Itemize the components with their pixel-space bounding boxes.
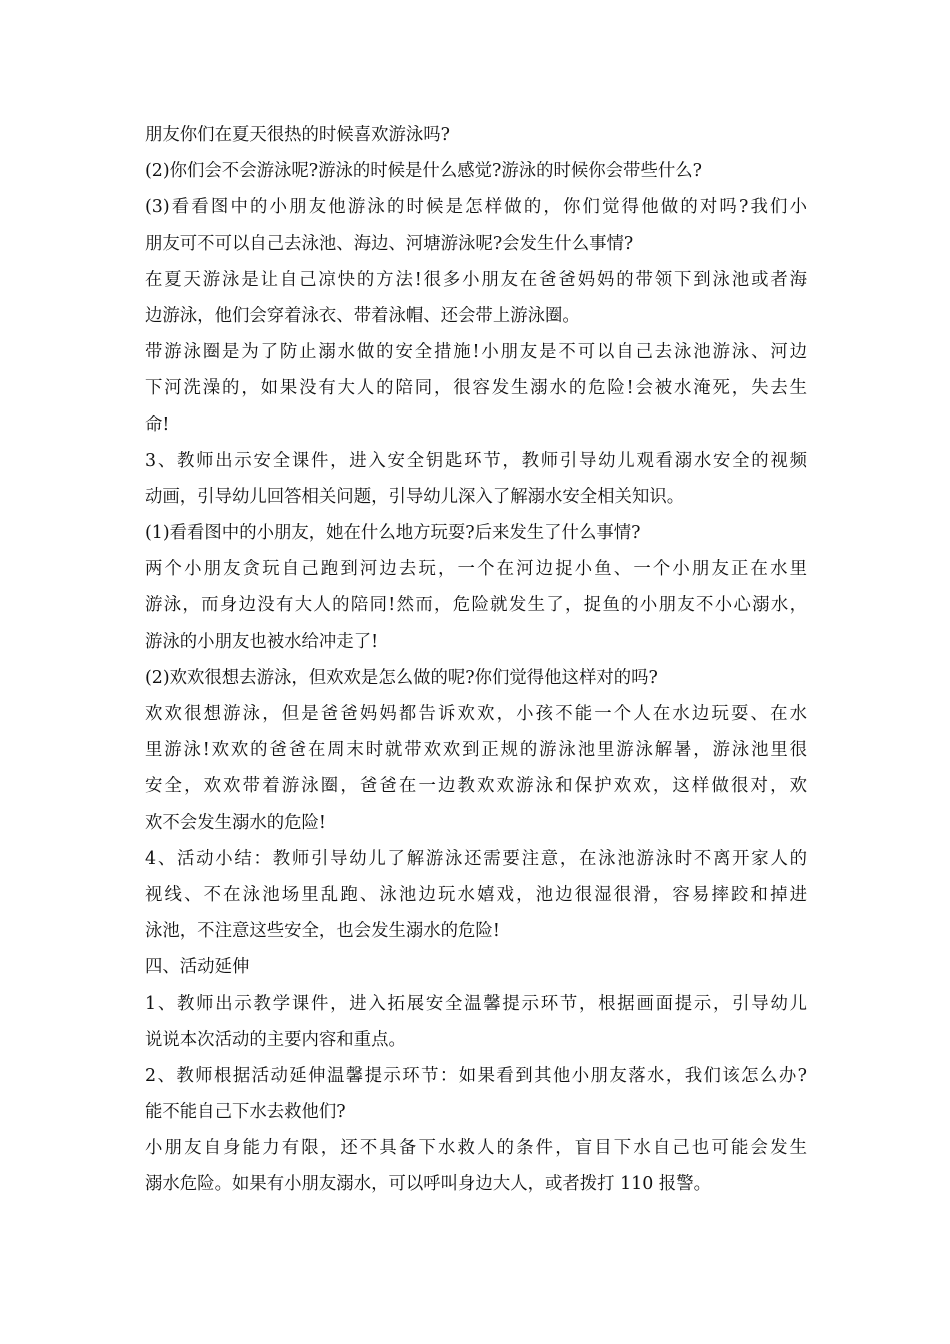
- text-line: (1)看看图中的小朋友，她在什么地方玩耍?后来发生了什么事情?: [145, 523, 641, 544]
- text-line: (2)你们会不会游泳呢?游泳的时候是什么感觉?游泳的时候你会带些什么?: [145, 161, 702, 182]
- text-line: 能不能自己下水去救他们?: [145, 1102, 346, 1123]
- text-line: 说说本次活动的主要内容和重点。: [145, 1029, 406, 1050]
- text-line: 安全，欢欢带着游泳圈，爸爸在一边教欢欢游泳和保护欢欢，这样做很对，欢: [145, 776, 807, 797]
- text-line: 在夏天游泳是让自己凉快的方法!很多小朋友在爸爸妈妈的带领下到泳池或者海: [145, 269, 807, 290]
- text-line: 欢欢很想游泳，但是爸爸妈妈都告诉欢欢，小孩不能一个人在水边玩耍、在水: [145, 704, 807, 724]
- text-line: 动画，引导幼儿回答相关问题，引导幼儿深入了解溺水安全相关知识。: [145, 486, 685, 507]
- text-line: 1、教师出示教学课件，进入拓展安全温馨提示环节，根据画面提示，引导幼儿: [145, 993, 807, 1014]
- text-line: 视线、不在泳池场里乱跑、泳池边玩水嬉戏，池边很湿很滑，容易摔跤和掉进: [145, 884, 807, 905]
- text-line: 游泳，而身边没有大人的陪同!然而，危险就发生了，捉鱼的小朋友不小心溺水，: [145, 595, 807, 616]
- text-line: (3)看看图中的小朋友他游泳的时候是怎样做的，你们觉得他做的对吗?我们小: [145, 197, 807, 218]
- text-line: 两个小朋友贪玩自己跑到河边去玩，一个在河边捉小鱼、一个小朋友正在水里: [145, 559, 807, 580]
- text-line: 朋友你们在夏天很热的时候喜欢游泳吗?: [145, 125, 450, 145]
- text-line: 欢不会发生溺水的危险!: [145, 812, 326, 833]
- text-line: (2)欢欢很想去游泳，但欢欢是怎么做的呢?你们觉得他这样对的吗?: [145, 667, 658, 688]
- document-body: [145, 117, 807, 1203]
- text-line: 命!: [145, 414, 170, 435]
- text-line: 里游泳!欢欢的爸爸在周末时就带欢欢到正规的游泳池里游泳解暑，游泳池里很: [145, 740, 807, 761]
- text-line: 边游泳，他们会穿着泳衣、带着泳帽、还会带上游泳圈。: [145, 305, 580, 326]
- text-line: 4、活动小结：教师引导幼儿了解游泳还需要注意，在泳池游泳时不离开家人的: [145, 848, 807, 869]
- section-heading: 四、活动延伸: [145, 957, 250, 978]
- text-line: 溺水危险。如果有小朋友溺水，可以呼叫身边大人，或者拨打 110 报警。: [145, 1174, 711, 1195]
- text-line: 小朋友自身能力有限，还不具备下水救人的条件，盲目下水自己也可能会发生: [145, 1138, 807, 1159]
- text-line: 游泳的小朋友也被水给冲走了!: [145, 631, 379, 652]
- text-line: 带游泳圈是为了防止溺水做的安全措施!小朋友是不可以自己去泳池游泳、河边: [145, 342, 807, 363]
- text-line: 朋友可不可以自己去泳池、海边、河塘游泳呢?会发生什么事情?: [145, 233, 634, 254]
- text-line: 泳池，不注意这些安全，也会发生溺水的危险!: [145, 921, 500, 942]
- text-line: 2、教师根据活动延伸温馨提示环节：如果看到其他小朋友落水，我们该怎么办?: [145, 1065, 807, 1086]
- text-line: 3、教师出示安全课件，进入安全钥匙环节，教师引导幼儿观看溺水安全的视频: [145, 450, 807, 471]
- text-line: 下河洗澡的，如果没有大人的陪同，很容发生溺水的危险!会被水淹死，失去生: [145, 378, 807, 399]
